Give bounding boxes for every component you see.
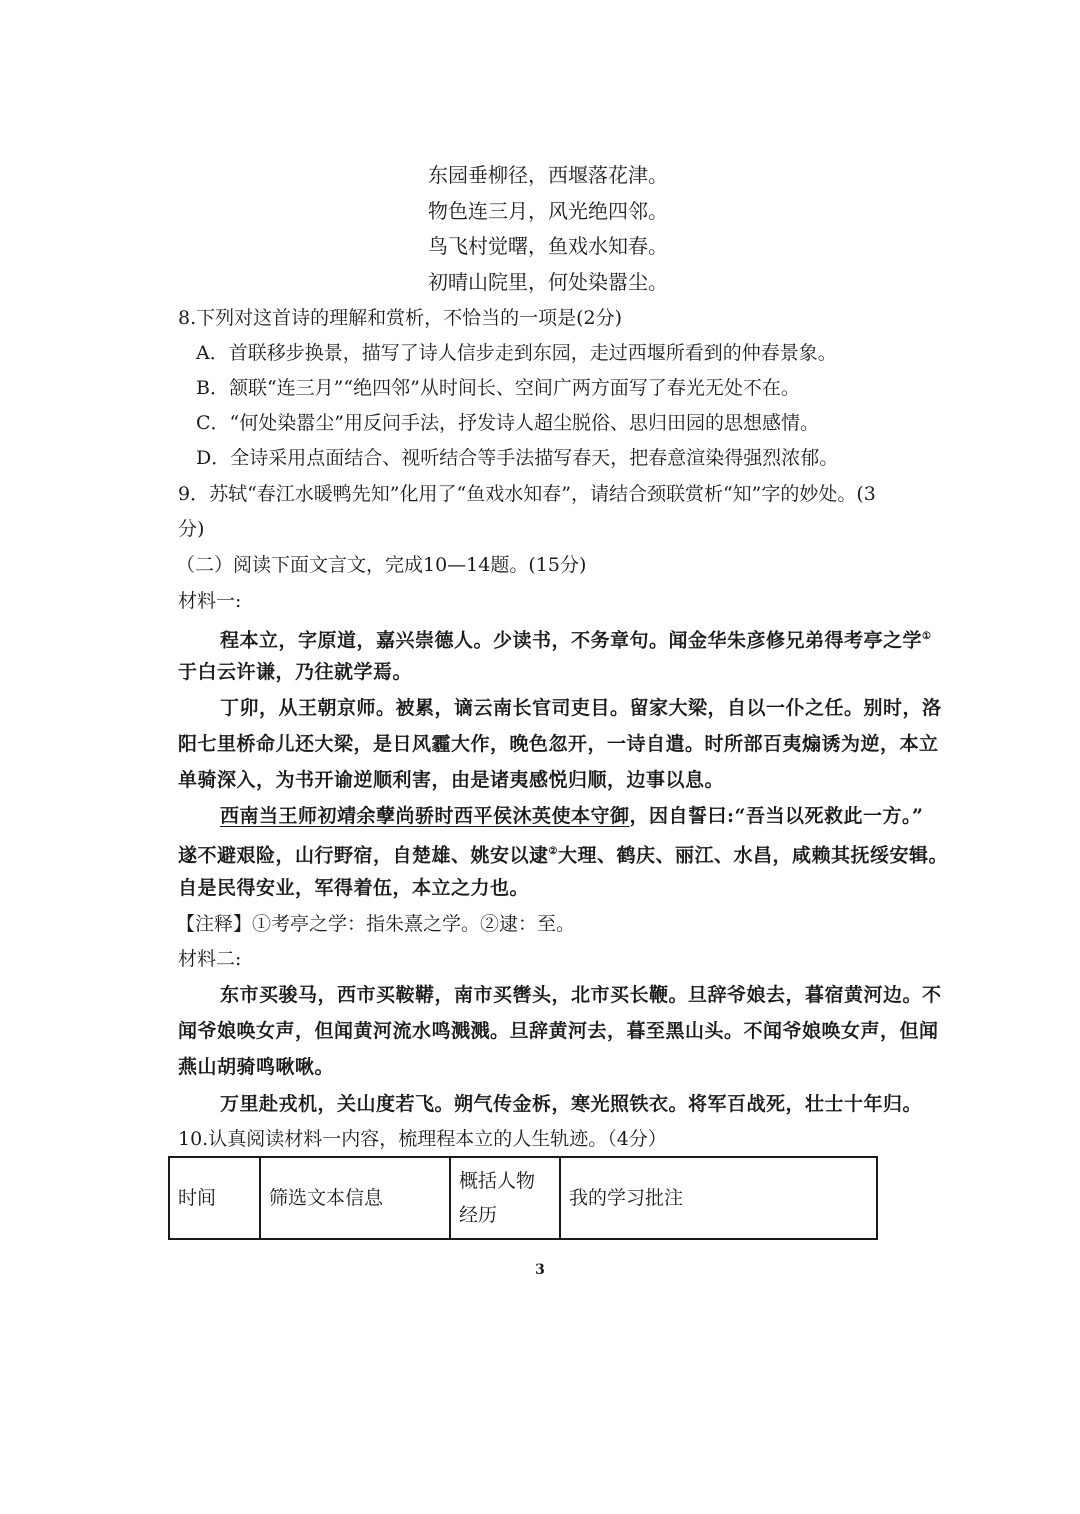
material-1-p3-line-1: 西南当王师初靖余孽尚骄时西平侯沐英使本守御，因自誓曰:“吾当以死救此一方。”: [220, 805, 924, 827]
material-2-line-4: 万里赴戎机，关山度若飞。朔气传金柝，寒光照铁衣。将军百战死，壮士十年归。: [220, 1093, 923, 1115]
page-number: 3: [535, 1262, 545, 1278]
footnote-mark-1: ①: [922, 631, 932, 642]
poem-line-2: 物色连三月，风光绝四邻。: [428, 199, 668, 223]
material-2-line-2: 闻爷娘唤女声，但闻黄河流水鸣溅溅。旦辞黄河去，暮至黑山头。不闻爷娘唤女声，但闻: [178, 1020, 939, 1042]
table-header-notes: 我的学习批注: [560, 1157, 877, 1239]
material-2-line-3: 燕山胡骑鸣啾啾。: [178, 1056, 335, 1078]
question-9-line-1: 9．苏轼“春江水暖鸭先知”化用了“鱼戏水知春”，请结合颈联赏析“知”字的妙处。(3: [178, 483, 876, 505]
material-2-line-1: 东市买骏马，西市买鞍鞯，南市买辔头，北市买长鞭。旦辞爷娘去，暮宿黄河边。不: [220, 984, 942, 1006]
table-header-row: [169, 1157, 877, 1239]
answer-table: [168, 1156, 878, 1240]
material-1-p2-line-1: 丁卯，从王朝京师。被累，谪云南长官司吏目。留家大梁，自以一仆之任。别时，洛: [220, 697, 942, 719]
table-header-text-info: 筛选文本信息: [260, 1157, 450, 1239]
material-1-p3-line-2: 遂不避艰险，山行野宿，自楚雄、姚安以逮②大理、鹤庆、丽江、水昌，咸赖其抚绥安辑。: [178, 844, 948, 867]
material-1-label: 材料一:: [178, 590, 242, 612]
question-10-stem: 10.认真阅读材料一内容，梳理程本立的人生轨迹。（4分）: [178, 1128, 667, 1150]
poem-line-4: 初晴山院里，何处染嚣尘。: [428, 270, 668, 294]
table-header-experience: 概括人物 经历: [450, 1157, 560, 1239]
material-1-p2-line-3: 单骑深入，为书开谕逆顺利害，由是诸夷感悦归顺，边事以息。: [178, 769, 725, 791]
material-2-label: 材料二:: [178, 948, 242, 970]
underlined-sentence: 西南当王师初靖余孽尚骄时西平侯沐英使本守御: [220, 805, 630, 827]
material-1-p3-line-3: 自是民得安业，军得着伍，本立之力也。: [178, 877, 530, 899]
question-8-option-d: D．全诗采用点面结合、视听结合等手法描写春天，把春意渲染得强烈浓郁。: [196, 447, 839, 469]
table-header-time: 时间: [169, 1157, 260, 1239]
question-8-option-b: B．颔联“连三月”“绝四邻”从时间长、空间广两方面写了春光无处不在。: [196, 377, 800, 399]
material-1-p1-line-2: 于白云许谦，乃往就学焉。: [178, 661, 413, 683]
question-8-option-c: C．“何处染嚣尘”用反问手法，抒发诗人超尘脱俗、思归田园的思想感情。: [196, 412, 819, 434]
question-9-line-2: 分): [178, 518, 205, 540]
question-8-stem: 8.下列对这首诗的理解和赏析，不恰当的一项是(2分): [178, 307, 623, 329]
material-1-p2-line-2: 阳七里桥命儿还大梁，是日风霾大作，晚色忽开，一诗自遣。时所部百夷煽诱为逆，本立: [178, 733, 939, 755]
footnote-mark-2: ②: [548, 846, 558, 857]
poem-line-3: 鸟飞村觉曙，鱼戏水知春。: [428, 234, 668, 258]
annotation-notes: 【注释】①考亭之学：指朱熹之学。②逮：至。: [176, 913, 576, 935]
poem-line-1: 东园垂柳径，西堰落花津。: [428, 163, 668, 187]
material-1-p1-line-1: 程本立，字原道，嘉兴崇德人。少读书，不务章句。闻金华朱彦修兄弟得考亭之学①: [220, 629, 932, 652]
section-2-title: （二）阅读下面文言文，完成10—14题。(15分): [176, 554, 587, 576]
question-8-option-a: A．首联移步换景，描写了诗人信步走到东园，走过西堰所看到的仲春景象。: [196, 342, 837, 364]
